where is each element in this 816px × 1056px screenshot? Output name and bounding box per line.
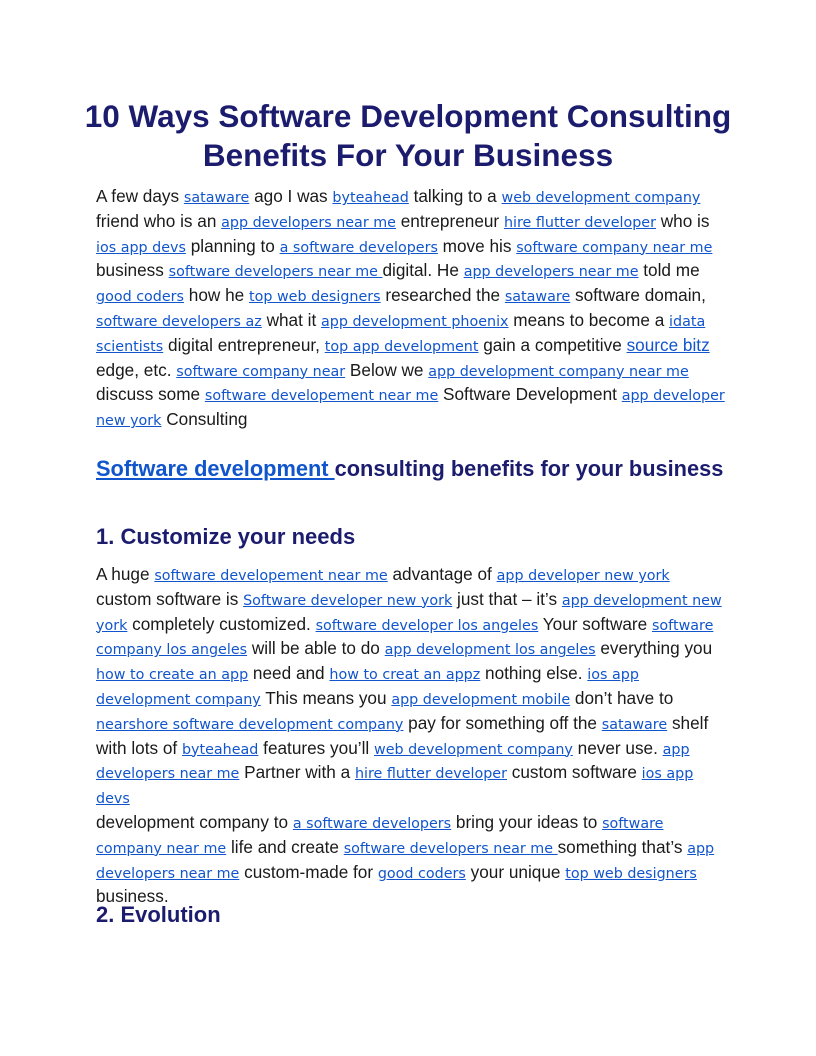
inline-link[interactable]: web development company	[501, 190, 701, 206]
body-text: life and create	[226, 836, 344, 857]
body-text: advantage of	[387, 564, 497, 584]
inline-link[interactable]: ios app devs	[96, 766, 694, 808]
body-text: custom software	[506, 762, 642, 783]
intro-paragraph	[96, 185, 728, 433]
body-text: custom-made for	[239, 861, 378, 882]
inline-link[interactable]: software developers near me	[343, 840, 558, 857]
inline-link[interactable]: byteahead	[332, 190, 409, 206]
body-text: edge, etc.	[96, 359, 177, 380]
inline-link[interactable]: sataware	[183, 190, 250, 206]
inline-link[interactable]: software developers near me	[168, 264, 383, 281]
body-text: business	[96, 260, 169, 281]
inline-link[interactable]: app development phoenix	[321, 313, 509, 330]
inline-link[interactable]: source bitz	[626, 334, 710, 355]
body-text: never use.	[572, 737, 663, 758]
body-text: everything you	[595, 638, 713, 659]
inline-link[interactable]: app development los angeles	[384, 642, 596, 659]
body-text: business.	[96, 886, 169, 907]
body-text: talking to a	[408, 186, 502, 206]
body-text: features you’ll	[258, 737, 374, 758]
point2-heading: 2. Evolution	[96, 902, 221, 927]
inline-link[interactable]: good coders	[377, 865, 466, 882]
body-text: digital entrepreneur,	[163, 334, 325, 355]
inline-link[interactable]: app development mobile	[391, 691, 571, 708]
inline-link[interactable]: app developers near me	[96, 840, 715, 882]
body-text: Below we	[345, 359, 429, 380]
body-text: Software Development	[438, 384, 622, 405]
page-title: 10 Ways Software Development Consulting Benefits For Your Business	[84, 98, 732, 173]
inline-link[interactable]: good coders	[96, 289, 184, 306]
inline-link[interactable]: app development company near me	[428, 363, 689, 380]
body-text: pay for something off the	[403, 712, 602, 733]
body-text: something that’s	[557, 836, 688, 857]
body-text: custom software is	[96, 588, 244, 609]
inline-link[interactable]: sataware	[504, 289, 571, 306]
body-text: ago I was	[249, 186, 333, 206]
inline-link[interactable]: software developement near me	[154, 568, 388, 584]
inline-link[interactable]: software developers az	[96, 313, 262, 330]
body-text: who is	[655, 210, 710, 231]
body-text: researched the	[380, 285, 505, 306]
body-text: your unique	[465, 861, 566, 882]
body-text: what it	[261, 309, 322, 330]
inline-link[interactable]: app developers near me	[221, 214, 396, 231]
inline-link[interactable]: nearshore software development company	[96, 716, 404, 733]
point1-heading: 1. Customize your needs	[96, 524, 356, 549]
body-text: told me	[638, 260, 700, 281]
body-text: how he	[184, 285, 249, 306]
inline-link[interactable]: app developers near me	[96, 741, 690, 783]
inline-link[interactable]: idata scientists	[96, 313, 706, 355]
inline-link[interactable]: software company near	[176, 363, 346, 380]
body-text: This means you	[260, 687, 392, 708]
inline-link[interactable]: software developer los angeles	[315, 617, 539, 634]
body-text: bring your ideas to	[451, 811, 603, 832]
body-text: don’t have to	[570, 687, 674, 708]
section-heading-link[interactable]: Software development	[96, 456, 335, 481]
body-text: friend who is an	[96, 210, 222, 231]
inline-link[interactable]: software company near me	[96, 815, 664, 857]
point1-paragraph	[96, 563, 728, 908]
body-text: completely customized.	[127, 613, 316, 634]
body-text: need and	[248, 663, 330, 684]
inline-link[interactable]: how to creat an appz	[329, 667, 481, 684]
inline-link[interactable]: web development company	[374, 741, 573, 758]
body-text: means to become a	[508, 309, 670, 330]
body-text: digital. He	[382, 260, 464, 281]
inline-link[interactable]: hire flutter developer	[354, 766, 507, 783]
body-text: Consulting	[161, 409, 248, 430]
inline-link[interactable]: software company los angeles	[96, 617, 714, 659]
inline-link[interactable]: ios app development company	[96, 667, 639, 708]
inline-link[interactable]: ios app devs	[96, 239, 186, 256]
body-text: move his	[437, 235, 517, 256]
inline-link[interactable]: top app development	[324, 338, 479, 355]
inline-link[interactable]: Software developer new york	[243, 592, 453, 609]
body-text: discuss some	[96, 384, 205, 405]
inline-link[interactable]: software company near me	[516, 239, 713, 256]
inline-link[interactable]: top web designers	[565, 865, 697, 882]
body-text: A few days	[96, 186, 184, 206]
inline-link[interactable]: app developer new york	[96, 388, 725, 430]
inline-link[interactable]: app developer new york	[496, 568, 670, 584]
inline-link[interactable]: hire flutter developer	[503, 214, 656, 231]
body-text: shelf with lots of	[96, 712, 709, 758]
inline-link[interactable]: a software developers	[279, 239, 438, 256]
inline-link[interactable]: sataware	[601, 716, 668, 733]
section-heading-text: consulting benefits for your business	[334, 456, 724, 481]
body-text: Your software	[538, 613, 652, 634]
body-text: nothing else.	[480, 663, 588, 684]
inline-link[interactable]: software developement near me	[204, 388, 439, 405]
body-text: software domain,	[570, 285, 706, 306]
body-text: will be able to do	[247, 638, 385, 659]
inline-link[interactable]: top web designers	[248, 289, 381, 306]
body-text: A huge	[96, 564, 155, 584]
body-text: planning to	[185, 235, 280, 256]
body-text: just that – it’s	[452, 588, 562, 609]
inline-link[interactable]: how to create an app	[96, 667, 249, 684]
inline-link[interactable]: app development new york	[96, 592, 722, 634]
body-text: development company to	[96, 811, 293, 832]
section-heading	[96, 455, 728, 484]
inline-link[interactable]: app developers near me	[463, 264, 639, 281]
body-text: Partner with a	[239, 762, 355, 783]
body-text: gain a competitive	[478, 334, 627, 355]
body-text: entrepreneur	[395, 210, 504, 231]
inline-link[interactable]: a software developers	[292, 815, 452, 832]
inline-link[interactable]: byteahead	[181, 741, 259, 758]
